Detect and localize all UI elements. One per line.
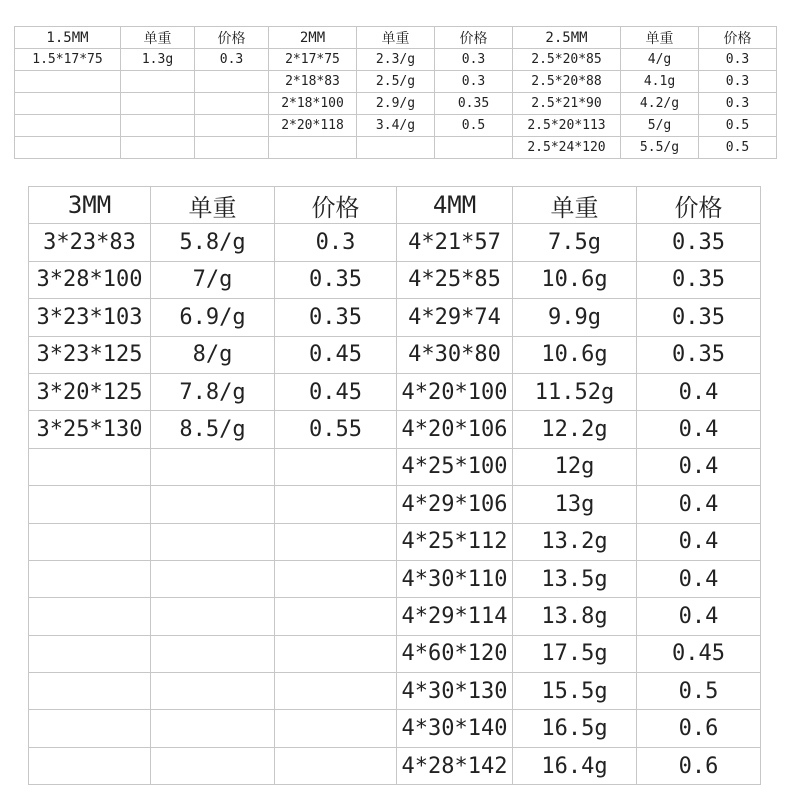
table-cell: 4*60*120 [397, 635, 513, 672]
table-row [29, 336, 761, 373]
table-cell [275, 635, 397, 672]
table-row [29, 635, 761, 672]
table-cell [15, 115, 121, 137]
table-cell [29, 598, 151, 635]
table-cell: 16.4g [513, 747, 637, 784]
table-cell: 17.5g [513, 635, 637, 672]
table-cell: 2*20*118 [269, 115, 357, 137]
table-cell: 4*25*85 [397, 261, 513, 298]
table-cell [151, 598, 275, 635]
table-row [29, 560, 761, 597]
table-cell: 9.9g [513, 299, 637, 336]
table-row [29, 448, 761, 485]
table-cell: 0.35 [637, 336, 761, 373]
table-cell [275, 747, 397, 784]
table-cell: 0.3 [195, 49, 269, 71]
table-row [15, 93, 777, 115]
table-cell: 3*23*125 [29, 336, 151, 373]
table-cell: 0.6 [637, 710, 761, 747]
table-cell: 3*25*130 [29, 411, 151, 448]
column-header: 单重 [151, 187, 275, 224]
table-cell: 0.35 [275, 299, 397, 336]
table-cell: 4/g [621, 49, 699, 71]
table-cell: 13g [513, 486, 637, 523]
table-cell [195, 137, 269, 159]
table-cell: 4*30*80 [397, 336, 513, 373]
table-cell [15, 137, 121, 159]
table-cell: 5.8/g [151, 224, 275, 261]
table-cell: 3*28*100 [29, 261, 151, 298]
table-cell [29, 560, 151, 597]
table-cell: 0.45 [637, 635, 761, 672]
table-cell [29, 635, 151, 672]
table-cell: 4*28*142 [397, 747, 513, 784]
table-cell [151, 560, 275, 597]
table-cell: 2.5*20*85 [513, 49, 621, 71]
column-header: 单重 [121, 27, 195, 49]
table-cell: 0.4 [637, 523, 761, 560]
table-cell: 2.5*20*113 [513, 115, 621, 137]
table-cell [121, 115, 195, 137]
table-cell: 7.5g [513, 224, 637, 261]
table-cell [151, 523, 275, 560]
table-cell: 16.5g [513, 710, 637, 747]
table-row [29, 373, 761, 410]
table-cell: 0.5 [637, 673, 761, 710]
column-header: 1.5MM [15, 27, 121, 49]
table-cell: 2*17*75 [269, 49, 357, 71]
table-cell [121, 137, 195, 159]
table-cell [195, 93, 269, 115]
table-cell: 0.4 [637, 373, 761, 410]
large-size-price-table [28, 186, 761, 785]
table-cell: 2.5/g [357, 71, 435, 93]
table-row [29, 673, 761, 710]
column-header: 价格 [435, 27, 513, 49]
table-cell: 0.55 [275, 411, 397, 448]
column-header: 2.5MM [513, 27, 621, 49]
table-cell [151, 710, 275, 747]
table-cell [269, 137, 357, 159]
table-cell [435, 137, 513, 159]
table-cell [275, 560, 397, 597]
table-cell: 6.9/g [151, 299, 275, 336]
table-cell [29, 523, 151, 560]
table-cell: 0.3 [699, 49, 777, 71]
table-cell: 8.5/g [151, 411, 275, 448]
table-cell: 0.4 [637, 448, 761, 485]
table-row [29, 523, 761, 560]
table-row [29, 261, 761, 298]
table-cell [29, 673, 151, 710]
table-cell: 2.5*24*120 [513, 137, 621, 159]
table-cell: 3*23*83 [29, 224, 151, 261]
table-cell: 0.35 [275, 261, 397, 298]
column-header: 价格 [195, 27, 269, 49]
table-cell [29, 747, 151, 784]
table-cell: 10.6g [513, 261, 637, 298]
column-header: 2MM [269, 27, 357, 49]
column-header: 单重 [357, 27, 435, 49]
table-cell: 4*25*112 [397, 523, 513, 560]
column-header: 4MM [397, 187, 513, 224]
table-cell: 2.3/g [357, 49, 435, 71]
table-cell: 7.8/g [151, 373, 275, 410]
table-cell: 3.4/g [357, 115, 435, 137]
table-row [29, 747, 761, 784]
table-cell [195, 71, 269, 93]
table-cell: 2*18*100 [269, 93, 357, 115]
table-cell: 3*20*125 [29, 373, 151, 410]
table-cell: 10.6g [513, 336, 637, 373]
table-row [15, 49, 777, 71]
table-cell: 2*18*83 [269, 71, 357, 93]
table-row [29, 486, 761, 523]
table-cell [275, 598, 397, 635]
table-cell [151, 747, 275, 784]
table-cell: 4*29*106 [397, 486, 513, 523]
table-cell [357, 137, 435, 159]
table-cell: 0.5 [435, 115, 513, 137]
table-cell: 13.8g [513, 598, 637, 635]
table-row [15, 71, 777, 93]
table-cell: 8/g [151, 336, 275, 373]
table-cell: 5/g [621, 115, 699, 137]
table-cell: 13.2g [513, 523, 637, 560]
table-cell [15, 71, 121, 93]
table-row [15, 137, 777, 159]
table-cell: 0.3 [699, 71, 777, 93]
table-row [29, 224, 761, 261]
table-cell: 0.3 [435, 49, 513, 71]
table-cell: 4.2/g [621, 93, 699, 115]
table-cell [29, 448, 151, 485]
table-cell: 0.35 [637, 261, 761, 298]
table-cell: 15.5g [513, 673, 637, 710]
table-cell [29, 486, 151, 523]
table-cell: 1.5*17*75 [15, 49, 121, 71]
table-cell [275, 673, 397, 710]
table-cell [121, 71, 195, 93]
table-cell: 4*25*100 [397, 448, 513, 485]
table-row [29, 299, 761, 336]
table-cell: 0.6 [637, 747, 761, 784]
table-header-row [29, 187, 761, 224]
table-cell: 12.2g [513, 411, 637, 448]
small-size-price-table [14, 26, 777, 159]
table-cell: 0.5 [699, 115, 777, 137]
column-header: 价格 [275, 187, 397, 224]
table-cell: 4*29*114 [397, 598, 513, 635]
column-header: 单重 [513, 187, 637, 224]
table-cell: 3*23*103 [29, 299, 151, 336]
table-row [29, 710, 761, 747]
table-cell: 4*20*106 [397, 411, 513, 448]
table-cell: 1.3g [121, 49, 195, 71]
table-cell [275, 486, 397, 523]
table-cell: 0.4 [637, 411, 761, 448]
table-cell: 0.4 [637, 486, 761, 523]
table-cell: 4*21*57 [397, 224, 513, 261]
table-cell: 4*29*74 [397, 299, 513, 336]
table-cell: 0.3 [699, 93, 777, 115]
table-cell [195, 115, 269, 137]
table-cell [275, 710, 397, 747]
table-cell: 0.35 [637, 224, 761, 261]
table-cell [151, 635, 275, 672]
table-cell: 4*30*110 [397, 560, 513, 597]
table-cell: 2.5*20*88 [513, 71, 621, 93]
table-cell: 4*30*140 [397, 710, 513, 747]
table-cell [151, 486, 275, 523]
table-cell: 0.4 [637, 598, 761, 635]
table-cell: 0.3 [275, 224, 397, 261]
table-cell: 0.45 [275, 373, 397, 410]
table-cell: 0.3 [435, 71, 513, 93]
column-header: 单重 [621, 27, 699, 49]
table-cell: 5.5/g [621, 137, 699, 159]
table-cell [151, 673, 275, 710]
table-cell: 12g [513, 448, 637, 485]
table-cell: 4*30*130 [397, 673, 513, 710]
table-cell: 13.5g [513, 560, 637, 597]
column-header: 3MM [29, 187, 151, 224]
table-cell: 7/g [151, 261, 275, 298]
table-cell [29, 710, 151, 747]
table-cell: 0.35 [637, 299, 761, 336]
table-row [29, 598, 761, 635]
table-cell: 0.4 [637, 560, 761, 597]
table-row [15, 115, 777, 137]
column-header: 价格 [637, 187, 761, 224]
table-cell: 0.45 [275, 336, 397, 373]
table-row [29, 411, 761, 448]
table-cell [275, 523, 397, 560]
column-header: 价格 [699, 27, 777, 49]
table-cell: 2.9/g [357, 93, 435, 115]
table-cell: 11.52g [513, 373, 637, 410]
table-cell [151, 448, 275, 485]
table-cell [15, 93, 121, 115]
table-cell: 2.5*21*90 [513, 93, 621, 115]
table-header-row [15, 27, 777, 49]
table-cell: 0.35 [435, 93, 513, 115]
table-cell [121, 93, 195, 115]
table-cell: 4*20*100 [397, 373, 513, 410]
table-cell: 4.1g [621, 71, 699, 93]
table-cell: 0.5 [699, 137, 777, 159]
table-cell [275, 448, 397, 485]
